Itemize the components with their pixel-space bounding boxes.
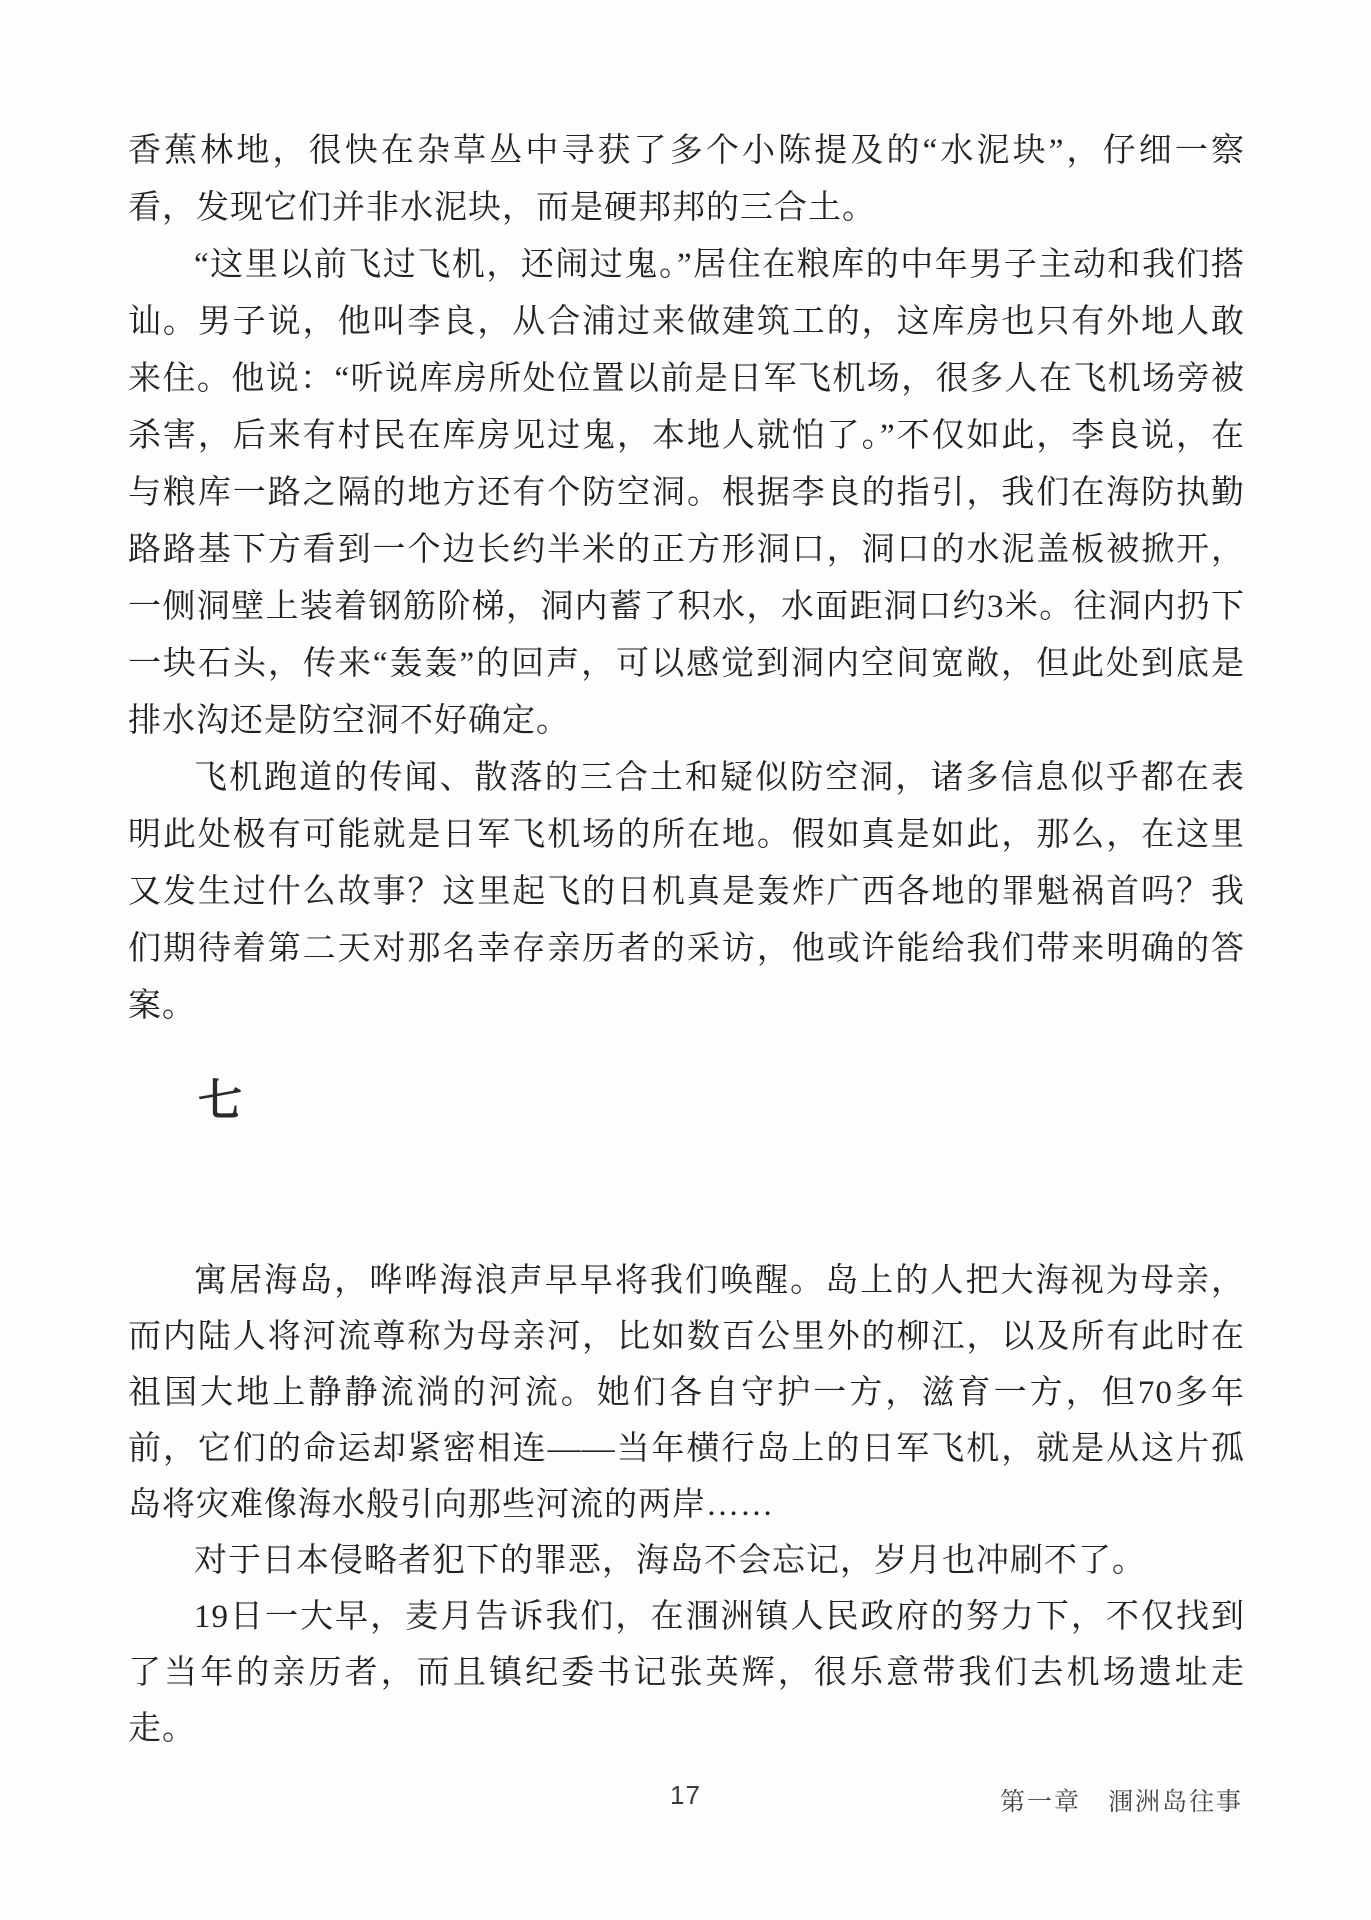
paragraph: 飞机跑道的传闻、散落的三合土和疑似防空洞，诸多信息似乎都在表明此处极有可能就是日军飞机场的所在地。假如真是如此，那么，在这里又发生过什么故事？这里起飞的日机真是轰炸广西各地的罪魁祸首吗？我们期待着第二天对那名幸存亲历者的采访，他或许能给我们带来明确的答案。 [128, 760, 1245, 1024]
paragraph: 对于日本侵略者犯下的罪恶，海岛不会忘记，岁月也冲刷不了。 [194, 1543, 1146, 1579]
page-number: 17 [670, 1780, 701, 1810]
paragraph: “这里以前飞过飞机，还闹过鬼。”居住在粮库的中年男子主动和我们搭讪。男子说，他叫李良，从合浦过来做建筑工的，这库房也只有外地人敢来住。他说：“听说库房所处位置以前是日军飞机场，很多人在飞机场旁被杀害，后来有村民在库房见过鬼，本地人就怕了。”不仅如此，李良说，在与粮库一路之隔的地方还有个防空洞。根据李良的指引，我们在海防执勤路路基下方看到一个边长约半米的正方形洞口，洞口的水泥盖板被掀开，一侧洞壁上装着钢筋阶梯，洞内蓄了积水，水面距洞口约3米。往洞内扔下一块石头，传来“轰轰”的回声，可以感觉到洞内空间宽敞，但此处到底是排水沟还是防空洞不好确定。 [128, 247, 1245, 739]
main-text-part2 [128, 1253, 1245, 1757]
paragraph: 香蕉林地，很快在杂草丛中寻获了多个小陈提及的“水泥块”，仔细一察看，发现它们并非水泥块，而是硬邦邦的三合土。 [128, 133, 1245, 226]
chapter-running-title: 第一章 涠洲岛往事 [999, 1789, 1243, 1816]
section-heading: 七 [198, 1076, 242, 1125]
paragraph: 19日一大早，麦月告诉我们，在涠洲镇人民政府的努力下，不仅找到了当年的亲历者，而且镇纪委书记张英辉，很乐意带我们去机场遗址走走。 [128, 1599, 1245, 1747]
main-text-part1 [128, 123, 1245, 1035]
page-footer [0, 1780, 1371, 1820]
paragraph: 寓居海岛，哗哗海浪声早早将我们唤醒。岛上的人把大海视为母亲，而内陆人将河流尊称为母亲河，比如数百公里外的柳江，以及所有此时在祖国大地上静静流淌的河流。她们各自守护一方，滋育一方，但70多年前，它们的命运却紧密相连——当年横行岛上的日军飞机，就是从这片孤岛将灾难像海水般引向那些河流的两岸…… [128, 1263, 1245, 1523]
